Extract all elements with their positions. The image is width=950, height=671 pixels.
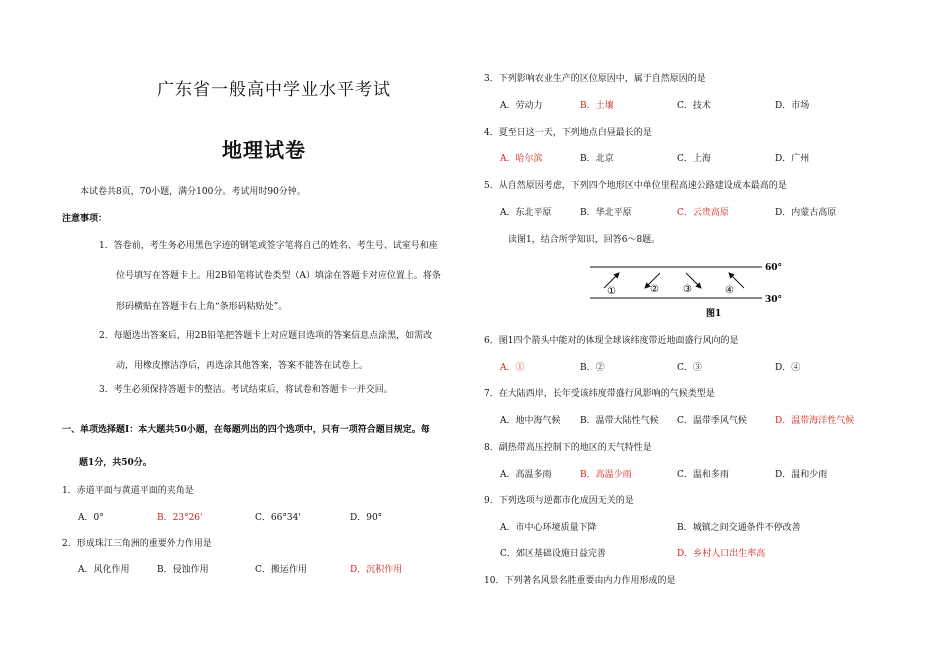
q5-option-b: B．华北平原 bbox=[580, 208, 632, 218]
question-3: 3．下列影响农业生产的区位原因中，属于自然原因的是 bbox=[484, 74, 706, 84]
q3-option-b-answer: B．土壤 bbox=[580, 101, 614, 111]
q9-option-d-answer: D．乡村人口出生率高 bbox=[677, 549, 766, 559]
q6-option-c: C．③ bbox=[677, 363, 702, 373]
q6-option-b: B．② bbox=[580, 363, 605, 373]
q1-option-a: A．0° bbox=[78, 513, 104, 523]
q5-option-a: A．东北平原 bbox=[500, 208, 552, 218]
q4-option-a-answer: A．哈尔滨 bbox=[500, 154, 543, 164]
q4-option-b: B．北京 bbox=[580, 154, 614, 164]
reading-instruction: 读图1，结合所学知识，回答6～8题。 bbox=[508, 235, 661, 245]
q6-option-a-answer: A．① bbox=[500, 363, 525, 373]
q8-option-c: C．温和多雨 bbox=[677, 470, 729, 480]
question-5: 5．从自然原因考虑，下列四个地形区中单位里程高速公路建设成本最高的是 bbox=[484, 181, 787, 191]
notice-3: 3．考生必须保持答题卡的整洁。考试结束后，将试卷和答题卡一并交回。 bbox=[99, 385, 393, 395]
arrow-1-number: ① bbox=[607, 286, 616, 297]
notice-1-line-c: 形码横贴在答题卡右上角“条形码粘贴处”。 bbox=[116, 302, 288, 312]
figure-1-wind-belt-diagram bbox=[580, 258, 790, 320]
q3-option-c: C．技术 bbox=[677, 101, 711, 111]
q4-option-c: C．上海 bbox=[677, 154, 711, 164]
q8-option-b-answer: B．高温少雨 bbox=[580, 470, 632, 480]
q9-option-b: B．城镇之间交通条件不停改善 bbox=[677, 523, 801, 533]
exam-title-line1: 广东省一般高中学业水平考试 bbox=[157, 80, 391, 100]
q4-option-d: D．广州 bbox=[775, 154, 810, 164]
q2-option-b: B．侵蚀作用 bbox=[157, 565, 209, 575]
q7-option-d-answer: D．温带海洋性气候 bbox=[775, 416, 855, 426]
question-7: 7．在大陆西岸，长年受该纬度带盛行风影响的气候类型是 bbox=[484, 389, 715, 399]
arrow-4-number: ④ bbox=[725, 285, 734, 296]
q3-option-a: A．劳动力 bbox=[500, 101, 543, 111]
section-heading-line-a: 一、单项选择题Ⅰ：本大题共50小题，在每题列出的四个选项中，只有一项符合题目规定。每 bbox=[62, 425, 430, 435]
question-10: 10．下列著名风景名胜重要由内力作用形成的是 bbox=[484, 576, 676, 586]
question-1: 1．赤道平面与黄道平面的夹角是 bbox=[62, 486, 194, 496]
q5-option-d: D．内蒙古高原 bbox=[775, 208, 837, 218]
latitude-label-60: 60° bbox=[765, 263, 783, 273]
latitude-label-30: 30° bbox=[765, 295, 783, 305]
q2-option-a: A．风化作用 bbox=[78, 565, 130, 575]
q7-option-c: C．温带季风气候 bbox=[677, 416, 747, 426]
q8-option-a: A．高温多雨 bbox=[500, 470, 552, 480]
q1-option-d: D．90° bbox=[350, 513, 383, 523]
question-2: 2．形成珠江三角洲的重要外力作用是 bbox=[62, 539, 212, 549]
notice-2-line-b: 动，用橡皮擦洁净后，再选涂其他答案，答案不能答在试卷上。 bbox=[116, 361, 369, 371]
notice-1-line-a: 1．答卷前，考生务必用黑色字迹的钢笔或签字笔将自己的姓名、考生号、试室号和座 bbox=[99, 241, 438, 251]
arrow-3-number: ③ bbox=[683, 284, 692, 295]
exam-title-line2: 地理试卷 bbox=[222, 138, 306, 162]
q1-option-c: C．66°34' bbox=[255, 513, 301, 523]
q7-option-a: A．地中海气候 bbox=[500, 416, 561, 426]
question-8: 8．副热带高压控制下的地区的天气特性是 bbox=[484, 443, 652, 453]
q2-option-d-answer: D．沉积作用 bbox=[350, 565, 403, 575]
notice-heading: 注意事项： bbox=[62, 214, 108, 224]
question-9: 9．下列选项与逆都市化成因无关的是 bbox=[484, 496, 634, 506]
figure-1-caption: 图1 bbox=[706, 309, 722, 319]
q8-option-d: D．温和少雨 bbox=[775, 470, 828, 480]
question-4: 4．夏至日这一天，下列地点白昼最长的是 bbox=[484, 128, 652, 138]
q5-option-c-answer: C．云贵高原 bbox=[677, 208, 729, 218]
q2-option-c: C．搬运作用 bbox=[255, 565, 307, 575]
q3-option-d: D．市场 bbox=[775, 101, 810, 111]
q6-option-d: D．④ bbox=[775, 363, 801, 373]
section-heading-line-b: 题1分，共50分。 bbox=[79, 458, 152, 468]
exam-intro: 本试卷共8页，70小题，满分100分。考试用时90分钟。 bbox=[80, 187, 306, 197]
q1-option-b-answer: B．23°26' bbox=[157, 513, 203, 523]
q9-option-c: C．郊区基础设施日益完善 bbox=[500, 549, 606, 559]
notice-1-line-b: 位号填写在答题卡上。用2B铅笔将试卷类型（A）填涂在答题卡对应位置上。将条 bbox=[116, 271, 441, 281]
q7-option-b: B．温带大陆性气候 bbox=[580, 416, 659, 426]
notice-2-line-a: 2．每题选出答案后，用2B铅笔把答题卡上对应题目选项的答案信息点涂黑，如需改 bbox=[99, 331, 433, 341]
question-6: 6．图1四个箭头中能对的体现全球该纬度带近地面盛行风向的是 bbox=[484, 336, 739, 346]
arrow-2-number: ② bbox=[650, 284, 659, 295]
q9-option-a: A．市中心环境质量下降 bbox=[500, 523, 597, 533]
